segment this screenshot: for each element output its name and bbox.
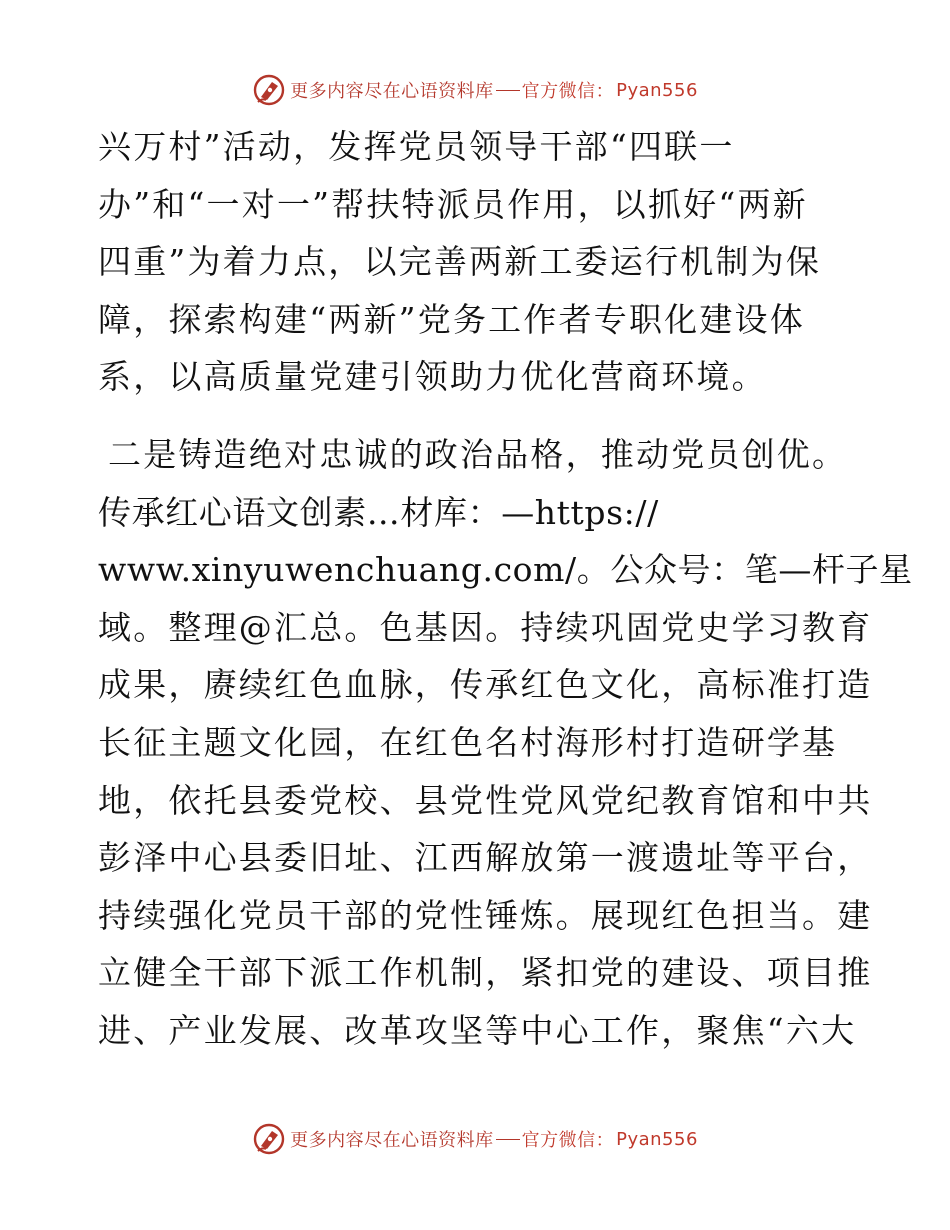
banner-wechat-id: Pyan556 — [616, 1128, 698, 1150]
text-line: 障，探索构建“两新”党务工作者专职化建设体 — [98, 299, 805, 339]
text-line: 成果，赓续红色血脉，传承红色文化，高标准打造 — [98, 665, 873, 705]
text-line: 持续强化党员干部的党性锤炼。展现红色担当。建 — [98, 895, 873, 935]
banner-dash — [496, 1139, 520, 1140]
text-line: 二是铸造绝对忠诚的政治品格，推动党员创优。 — [108, 434, 848, 474]
document-body — [98, 118, 913, 1060]
text-line: 系，以高质量党建引领助力优化营商环境。 — [98, 357, 767, 397]
banner-wechat-id: Pyan556 — [616, 79, 698, 101]
text-line: 传承红心语文创素…材库：—https:// — [98, 492, 659, 532]
text-line: 彭泽中心县委旧址、江西解放第一渡遗址等平台， — [98, 838, 873, 878]
paragraph-2 — [98, 426, 913, 1060]
text-line: 进、产业发展、改革攻坚等中心工作，聚焦“六大 — [98, 1010, 857, 1050]
text-line: 长征主题文化园，在红色名村海形村打造研学基 — [98, 722, 838, 762]
text-line: 办”和“一对一”帮扶特派员作用，以抓好“两新 — [98, 184, 808, 224]
pen-nib-logo-icon — [252, 73, 286, 107]
banner-wechat-label: 官方微信： — [521, 1130, 615, 1151]
footer-banner — [0, 1119, 950, 1159]
banner-text: 更多内容尽在心语资料库 — [290, 1130, 494, 1151]
header-banner — [0, 70, 950, 110]
text-line: 域。整理@汇总。色基因。持续巩固党史学习教育 — [98, 607, 873, 647]
text-line: 立健全干部下派工作机制，紧扣党的建设、项目推 — [98, 953, 873, 993]
text-line: www.xinyuwenchuang.com/。公众号：笔—杆子星 — [98, 550, 913, 590]
banner-dash — [496, 90, 520, 91]
text-line: 地，依托县委党校、县党性党风党纪教育馆和中共 — [98, 780, 873, 820]
text-line: 兴万村”活动，发挥党员领导干部“四联一 — [98, 127, 735, 166]
banner-wechat-label: 官方微信： — [521, 81, 615, 102]
paragraph-gap — [98, 406, 858, 426]
text-line: 四重”为着力点，以完善两新工委运行机制为保 — [98, 242, 822, 282]
banner-text: 更多内容尽在心语资料库 — [290, 81, 494, 102]
paragraph-1 — [98, 118, 858, 406]
pen-nib-logo-icon — [252, 1122, 286, 1156]
